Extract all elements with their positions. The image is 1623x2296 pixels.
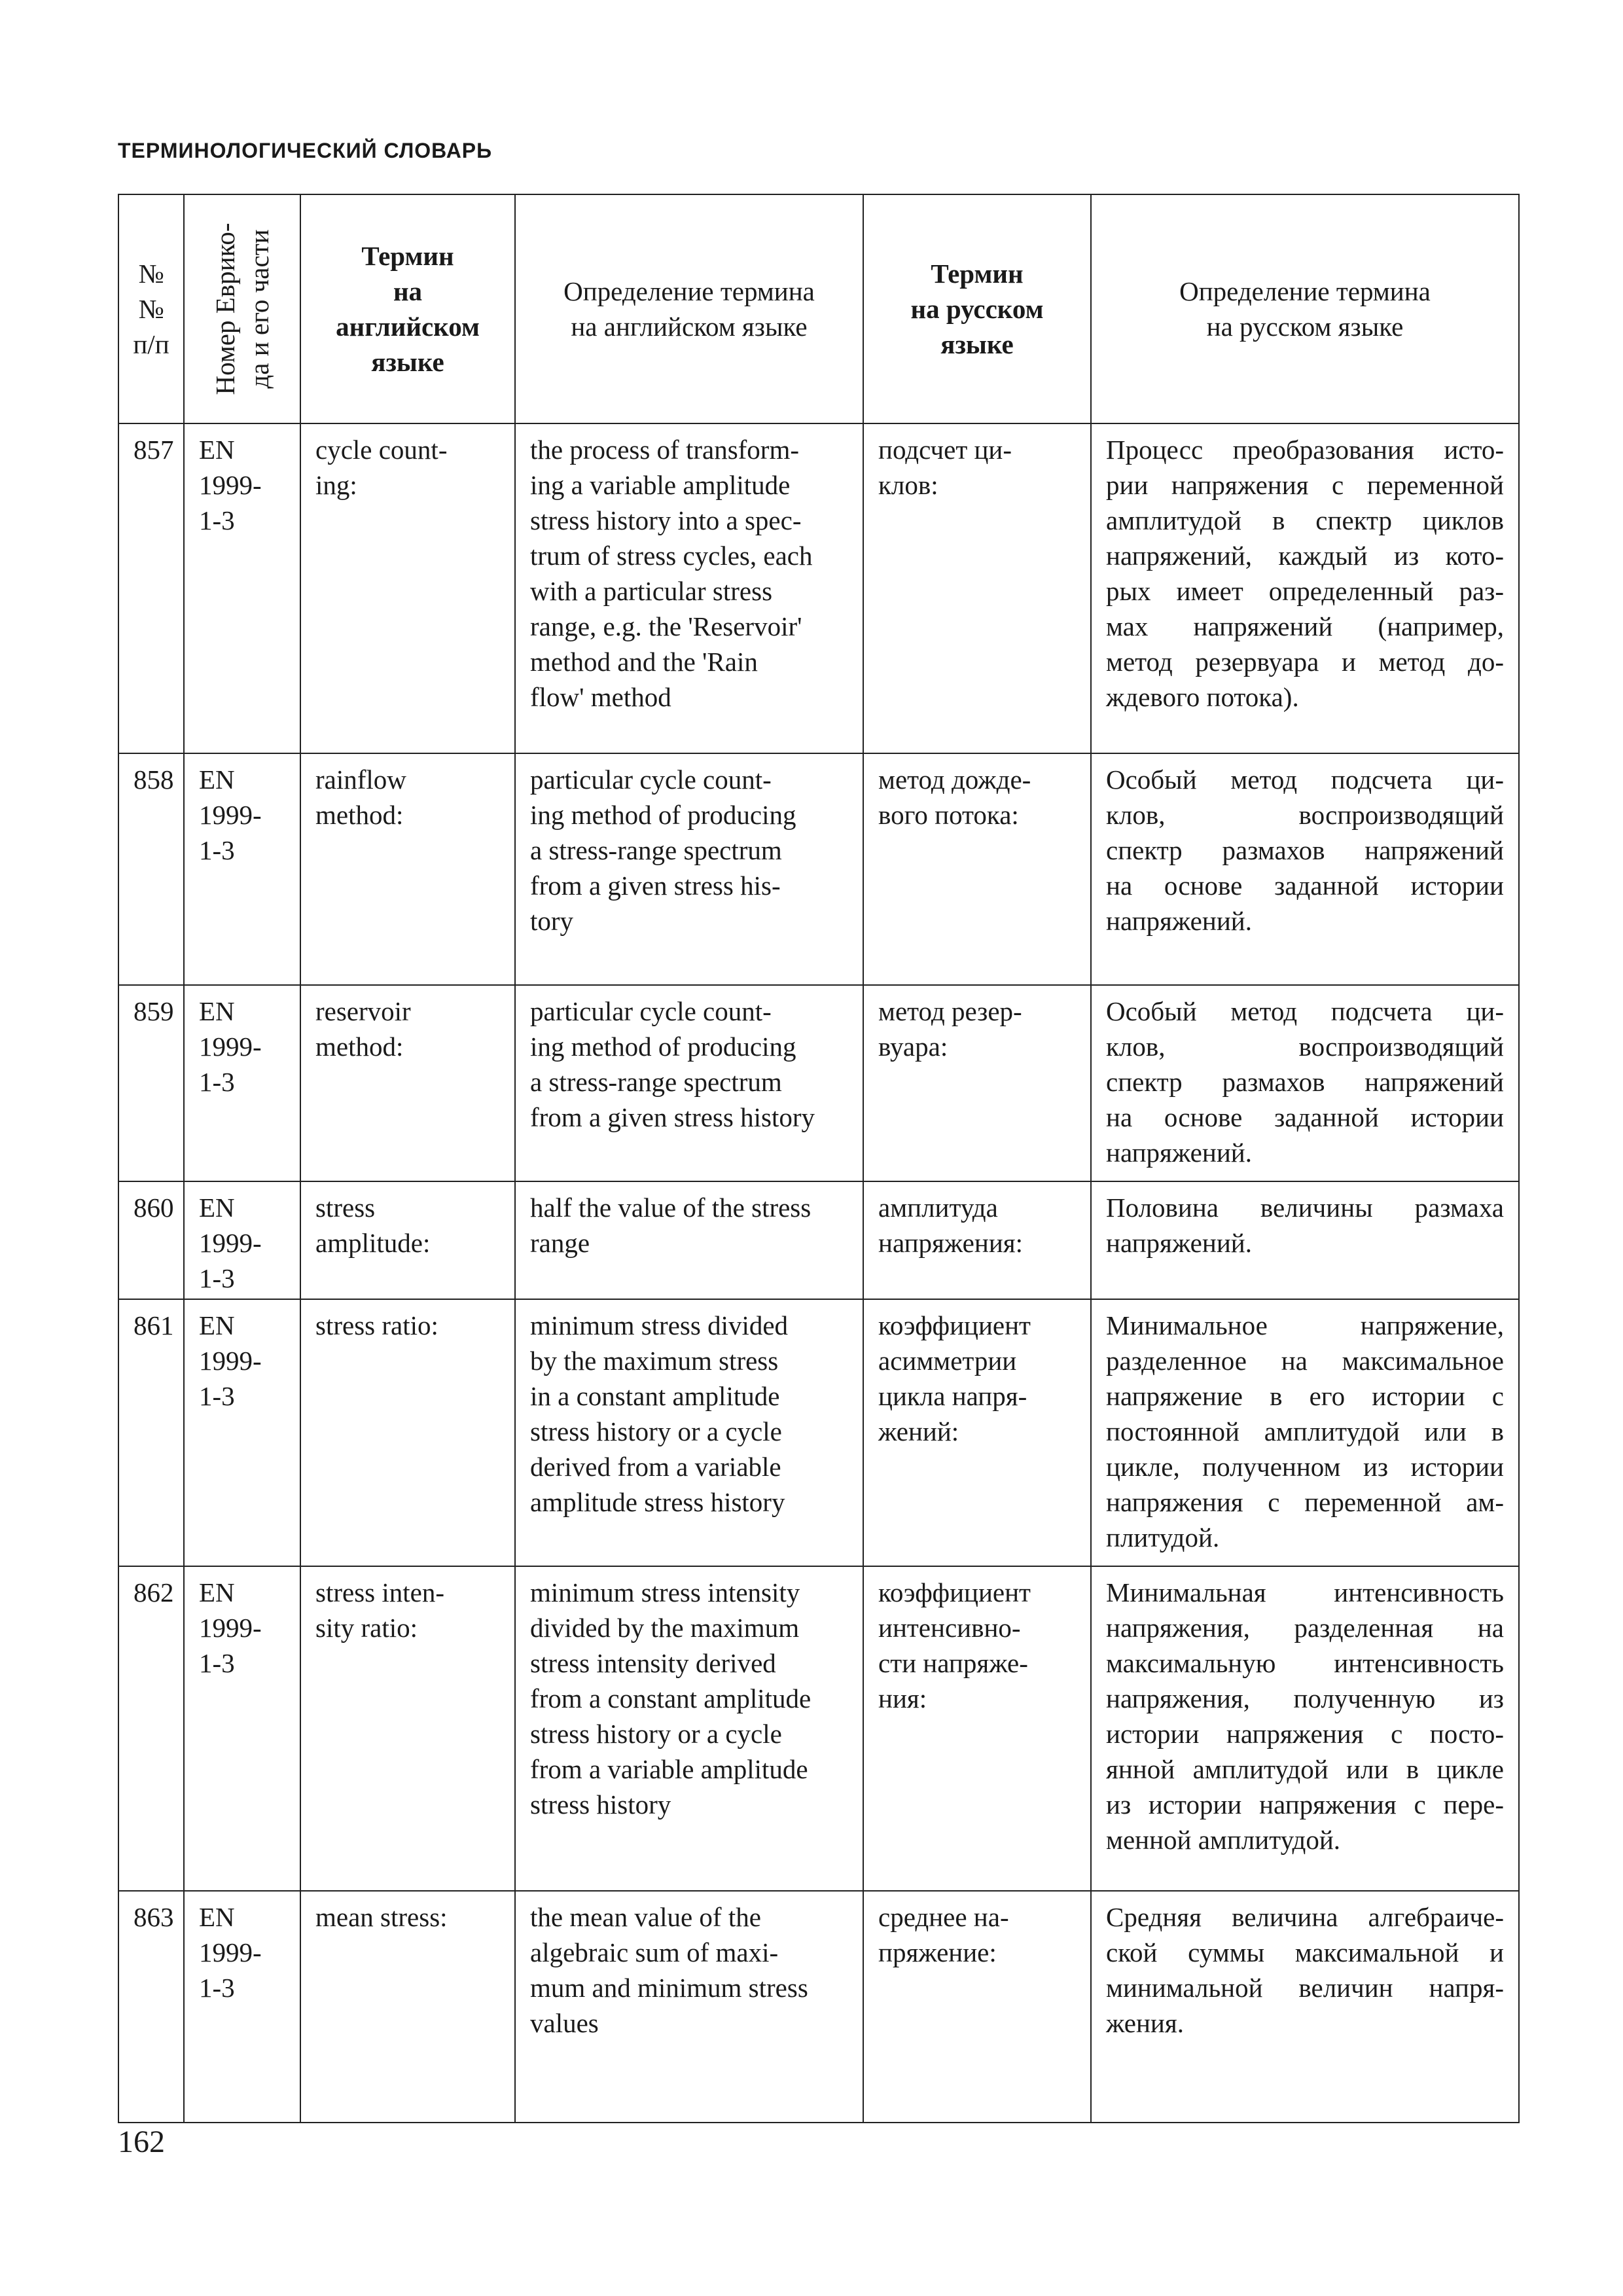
cell-eurocode	[184, 1299, 300, 1566]
cell-line: янной амплитудой или в цикле	[1106, 1754, 1504, 1784]
cell-line: half the value of the stress	[530, 1193, 812, 1223]
cell-line: напряжений.	[1106, 1138, 1252, 1168]
cell-line: на основе заданной истории	[1106, 1102, 1504, 1132]
cell-line: напряжений, каждый из кото-	[1106, 541, 1504, 571]
cell-line: reservoir	[315, 996, 411, 1026]
cell-line: плитудой.	[1106, 1522, 1220, 1552]
cell-line: клов, воспроизводящий	[1106, 1031, 1504, 1062]
cell-line: Особый метод подсчета ци-	[1106, 996, 1504, 1026]
cell-line: Средняя величина алгебраиче-	[1106, 1902, 1504, 1932]
cell-line: ния:	[878, 1683, 927, 1713]
cell-line: метод дожде-	[878, 764, 1031, 795]
cell-line: amplitude:	[315, 1228, 431, 1258]
glossary-body	[118, 423, 1519, 2123]
cell-line: from a constant amplitude	[530, 1683, 812, 1713]
cell-line: амплитудой в спектр циклов	[1106, 505, 1504, 535]
header-line: Термин	[931, 259, 1024, 289]
cell-line: постоянной амплитудой или в	[1106, 1416, 1504, 1446]
cell-definition-en	[515, 985, 863, 1181]
page-number: 162	[118, 2125, 165, 2159]
cell-line: trum of stress cycles, each	[530, 541, 813, 571]
cell-line: stress intensity derived	[530, 1648, 776, 1678]
header-def-en	[515, 194, 863, 423]
cell-line: напряжений.	[1106, 906, 1252, 936]
cell-term-en	[300, 1891, 515, 2123]
cell-line: Процесс преобразования исто-	[1106, 435, 1504, 465]
cell-line: divided by the maximum	[530, 1613, 800, 1643]
cell-line: stress	[315, 1193, 376, 1223]
table-row	[118, 1299, 1519, 1566]
cell-number: 858	[118, 753, 184, 985]
cell-line: rainflow	[315, 764, 406, 795]
cell-line: range	[530, 1228, 590, 1258]
cell-term-ru	[863, 423, 1091, 753]
cell-line: 1999-	[199, 800, 262, 830]
cell-definition-en	[515, 423, 863, 753]
header-term-ru	[863, 194, 1091, 423]
cell-term-ru	[863, 1566, 1091, 1891]
cell-term-ru	[863, 1181, 1091, 1299]
cell-line: разделенное на максимальное	[1106, 1346, 1504, 1376]
cell-line: жения.	[1106, 2008, 1184, 2038]
cell-term-ru	[863, 1891, 1091, 2123]
cell-definition-en	[515, 1299, 863, 1566]
cell-line: mean stress:	[315, 1902, 448, 1932]
cell-line: ing a variable amplitude	[530, 470, 791, 500]
cell-line: a stress-range spectrum	[530, 1067, 782, 1097]
header-row	[118, 194, 1519, 423]
cell-line: EN	[199, 764, 235, 795]
table-row	[118, 985, 1519, 1181]
cell-line: на основе заданной истории	[1106, 870, 1504, 901]
header-line: на русском языке	[1206, 312, 1404, 342]
cell-line: tory	[530, 906, 574, 936]
cell-line: ing method of producing	[530, 800, 796, 830]
cell-line: values	[530, 2008, 599, 2038]
cell-eurocode	[184, 753, 300, 985]
cell-line: истории напряжения с посто-	[1106, 1719, 1504, 1749]
cell-line: in a constant amplitude	[530, 1381, 780, 1411]
cell-term-en	[300, 985, 515, 1181]
cell-line: из истории напряжения с пере-	[1106, 1789, 1504, 1820]
cell-line: пряжение:	[878, 1937, 997, 1967]
cell-term-ru	[863, 753, 1091, 985]
cell-term-en	[300, 1566, 515, 1891]
cell-line: cycle count-	[315, 435, 448, 465]
cell-line: метод резер-	[878, 996, 1022, 1026]
cell-line: the process of transform-	[530, 435, 800, 465]
cell-line: EN	[199, 1193, 235, 1223]
cell-line: stress inten-	[315, 1577, 444, 1607]
header-line: Определение термина	[1179, 276, 1431, 306]
cell-line: 1999-	[199, 1613, 262, 1643]
cell-line: вого потока:	[878, 800, 1019, 830]
cell-eurocode	[184, 1566, 300, 1891]
cell-line: цикла напря-	[878, 1381, 1027, 1411]
cell-line: подсчет ци-	[878, 435, 1012, 465]
cell-line: sity ratio:	[315, 1613, 418, 1643]
header-line: английском	[336, 312, 480, 342]
cell-line: интенсивно-	[878, 1613, 1021, 1643]
header-line: да и его части	[244, 229, 274, 389]
cell-line: 1-3	[199, 1381, 235, 1411]
cell-line: максимальную интенсивность	[1106, 1648, 1504, 1678]
cell-definition-ru	[1091, 1299, 1519, 1566]
cell-line: algebraic sum of maxi-	[530, 1937, 779, 1967]
cell-line: 1-3	[199, 1973, 235, 2003]
cell-line: EN	[199, 1577, 235, 1607]
cell-line: мах напряжений (например,	[1106, 611, 1504, 641]
cell-line: flow' method	[530, 682, 671, 712]
cell-term-en	[300, 423, 515, 753]
cell-line: EN	[199, 1902, 235, 1932]
header-line: языке	[371, 347, 444, 377]
header-line: на русском	[910, 294, 1044, 324]
cell-line: клов, воспроизводящий	[1106, 800, 1504, 830]
header-line: п/п	[133, 329, 169, 359]
cell-line: 1-3	[199, 1648, 235, 1678]
cell-line: Особый метод подсчета ци-	[1106, 764, 1504, 795]
cell-line: асимметрии	[878, 1346, 1017, 1376]
cell-line: with a particular stress	[530, 576, 773, 606]
cell-line: Минимальное напряжение,	[1106, 1310, 1504, 1340]
cell-term-ru	[863, 1299, 1091, 1566]
cell-number: 863	[118, 1891, 184, 2123]
table-row	[118, 1181, 1519, 1299]
header-line: Термин	[361, 241, 454, 271]
cell-line: напряжения, полученную из	[1106, 1683, 1504, 1713]
cell-line: спектр размахов напряжений	[1106, 835, 1504, 865]
cell-line: жений:	[878, 1416, 959, 1446]
cell-line: Половина величины размаха	[1106, 1193, 1504, 1223]
header-term-en	[300, 194, 515, 423]
cell-eurocode	[184, 1181, 300, 1299]
table-row	[118, 1566, 1519, 1891]
cell-line: 1999-	[199, 1031, 262, 1062]
cell-line: stress history into a spec-	[530, 505, 802, 535]
cell-definition-ru	[1091, 1181, 1519, 1299]
cell-definition-ru	[1091, 753, 1519, 985]
cell-number: 859	[118, 985, 184, 1181]
cell-line: рых имеет определенный раз-	[1106, 576, 1504, 606]
cell-line: минимальной величин напря-	[1106, 1973, 1504, 2003]
cell-definition-en	[515, 1891, 863, 2123]
cell-line: коэффициент	[878, 1577, 1031, 1607]
cell-line: mum and minimum stress	[530, 1973, 808, 2003]
cell-definition-ru	[1091, 1891, 1519, 2123]
cell-line: ing:	[315, 470, 357, 500]
header-line: на английском языке	[571, 312, 808, 342]
cell-number: 860	[118, 1181, 184, 1299]
cell-line: from a given stress his-	[530, 870, 781, 901]
cell-line: клов:	[878, 470, 938, 500]
cell-line: спектр размахов напряжений	[1106, 1067, 1504, 1097]
cell-number: 857	[118, 423, 184, 753]
cell-term-ru	[863, 985, 1091, 1181]
cell-line: a stress-range spectrum	[530, 835, 782, 865]
cell-eurocode	[184, 423, 300, 753]
glossary-table	[118, 194, 1520, 2123]
cell-line: stress history	[530, 1789, 671, 1820]
cell-line: method:	[315, 800, 404, 830]
cell-definition-ru	[1091, 423, 1519, 753]
cell-number: 861	[118, 1299, 184, 1566]
cell-line: 1-3	[199, 505, 235, 535]
cell-line: 1999-	[199, 1346, 262, 1376]
cell-line: рии напряжения с переменной	[1106, 470, 1504, 500]
cell-line: stress ratio:	[315, 1310, 438, 1340]
cell-definition-en	[515, 1181, 863, 1299]
cell-term-en	[300, 1299, 515, 1566]
cell-line: цикле, полученном из истории	[1106, 1452, 1504, 1482]
cell-definition-en	[515, 1566, 863, 1891]
cell-line: напряжение в его истории с	[1106, 1381, 1504, 1411]
cell-line: сти напряже-	[878, 1648, 1028, 1678]
table-row	[118, 753, 1519, 985]
cell-line: particular cycle count-	[530, 764, 772, 795]
cell-number: 862	[118, 1566, 184, 1891]
header-line: Определение термина	[563, 276, 815, 306]
cell-line: напряжения:	[878, 1228, 1024, 1258]
cell-line: from a given stress history	[530, 1102, 815, 1132]
cell-line: 1999-	[199, 1937, 262, 1967]
cell-line: particular cycle count-	[530, 996, 772, 1026]
cell-line: ской суммы максимальной и	[1106, 1937, 1504, 1967]
cell-line: 1-3	[199, 1263, 235, 1293]
cell-line: range, e.g. the 'Reservoir'	[530, 611, 802, 641]
cell-line: derived from a variable	[530, 1452, 781, 1482]
cell-term-en	[300, 1181, 515, 1299]
running-head: ТЕРМИНОЛОГИЧЕСКИЙ СЛОВАРЬ	[118, 139, 493, 162]
cell-line: 1999-	[199, 470, 262, 500]
table-row	[118, 423, 1519, 753]
cell-line: ing method of producing	[530, 1031, 796, 1062]
header-def-ru	[1091, 194, 1519, 423]
header-num	[118, 194, 184, 423]
cell-line: напряжения с переменной ам-	[1106, 1487, 1504, 1517]
cell-line: minimum stress divided	[530, 1310, 789, 1340]
cell-line: from a variable amplitude	[530, 1754, 808, 1784]
cell-line: менной амплитудой.	[1106, 1825, 1341, 1855]
cell-line: EN	[199, 435, 235, 465]
cell-definition-en	[515, 753, 863, 985]
cell-line: method:	[315, 1031, 404, 1062]
cell-line: метод резервуара и метод до-	[1106, 647, 1504, 677]
cell-line: амплитуда	[878, 1193, 998, 1223]
cell-line: вуара:	[878, 1031, 948, 1062]
cell-eurocode	[184, 985, 300, 1181]
cell-line: среднее на-	[878, 1902, 1009, 1932]
cell-term-en	[300, 753, 515, 985]
cell-line: minimum stress intensity	[530, 1577, 800, 1607]
cell-line: 1999-	[199, 1228, 262, 1258]
cell-line: Минимальная интенсивность	[1106, 1577, 1504, 1607]
header-line: на	[393, 276, 423, 306]
cell-line: amplitude stress history	[530, 1487, 785, 1517]
cell-line: 1-3	[199, 1067, 235, 1097]
cell-definition-ru	[1091, 985, 1519, 1181]
cell-line: method and the 'Rain	[530, 647, 758, 677]
header-line: языке	[940, 329, 1014, 359]
cell-line: by the maximum stress	[530, 1346, 779, 1376]
cell-line: напряжения, разделенная на	[1106, 1613, 1504, 1643]
cell-line: EN	[199, 996, 235, 1026]
cell-line: stress history or a cycle	[530, 1416, 782, 1446]
header-line: №№	[138, 259, 164, 324]
header-line: Номер Еврико-	[210, 223, 240, 395]
cell-line: EN	[199, 1310, 235, 1340]
table-row	[118, 1891, 1519, 2123]
cell-eurocode	[184, 1891, 300, 2123]
cell-line: ждевого потока).	[1106, 682, 1299, 712]
cell-line: 1-3	[199, 835, 235, 865]
cell-line: the mean value of the	[530, 1902, 761, 1932]
cell-definition-ru	[1091, 1566, 1519, 1891]
header-eurocode	[184, 194, 300, 423]
cell-line: stress history or a cycle	[530, 1719, 782, 1749]
cell-line: коэффициент	[878, 1310, 1031, 1340]
cell-line: напряжений.	[1106, 1228, 1252, 1258]
